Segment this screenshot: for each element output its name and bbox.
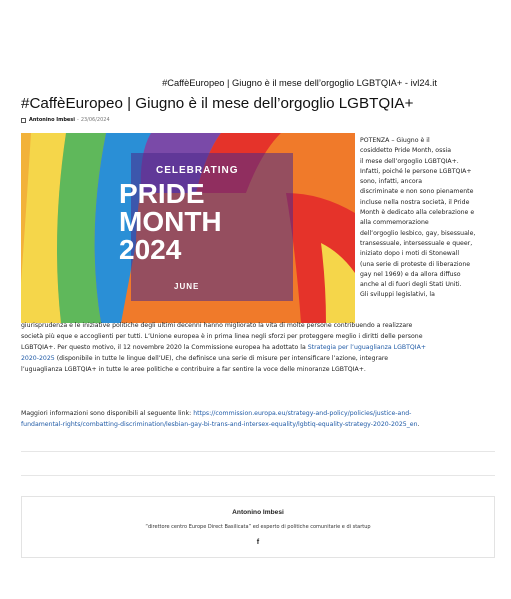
side-line: iniziato dopo i moti di Stonewall [360, 250, 460, 258]
side-line: incluse nella nostra società, il Pride [360, 198, 470, 206]
side-line: cosiddetto Pride Month, ossia [360, 147, 452, 155]
article-body-full [21, 321, 497, 376]
body-line: giurisprudenza e le iniziative politiche degli ultimi decenni hanno migliorato la vita di molte persone contribuendo a realizzare [21, 322, 413, 329]
side-line: Month è dedicato alla celebrazione e [360, 209, 475, 217]
facebook-icon[interactable]: f [256, 537, 260, 546]
body-line: l’uguaglianza LGBTQIA+ in tutte le aree politiche e contribuire a far sentire la voce delle minoranze LGBTQIA+. [21, 365, 366, 373]
author-box-bio: “direttore centro Europe Direct Basilicata” ed esperto di politiche comunitarie e di startup [145, 524, 371, 530]
info-line [21, 408, 499, 419]
side-line: Infatti, poiché le persone LGBTQIA+ [360, 167, 472, 175]
image-text-month: MONTH [119, 206, 222, 237]
side-line: gay nel 1969) e da allora diffuso [360, 270, 461, 278]
author-box [21, 496, 495, 558]
more-info-paragraph [21, 408, 499, 430]
article-author[interactable]: Antonino Imbesi [29, 117, 75, 123]
info-suffix: . [417, 421, 420, 428]
side-line: sono, infatti, ancora [360, 178, 423, 186]
image-text-june: JUNE [174, 282, 200, 291]
strategy-link-years[interactable]: 2020-2025 [21, 354, 55, 362]
side-line: alla commemorazione [360, 219, 429, 227]
article-meta [21, 117, 110, 123]
article-title: #CaffèEuropeo | Giugno è il mese dell’orgoglio LGBTQIA+ [21, 95, 414, 112]
article-date: 23/06/2024 [80, 117, 110, 123]
image-text-pride: PRIDE [119, 178, 205, 209]
info-line [21, 419, 499, 430]
info-prefix: Maggiori informazioni sono disponibili al seguente link: [21, 410, 194, 417]
user-icon [21, 118, 26, 123]
body-text: (disponibile in tutte le lingue dell’UE), che definisce una serie di misure per intensificare l’azione, integrare [54, 354, 389, 362]
side-line: discriminate e non sono pienamente [360, 188, 474, 196]
side-line: (una serie di proteste di liberazione [360, 260, 471, 268]
image-text-celebrating: CELEBRATING [156, 165, 239, 176]
article-body-side [360, 136, 497, 301]
body-line: società più eque e accoglienti per tutti. L’Unione europea è in prima linea negli sforzi per proteggere meglio i diritti delle persone [21, 332, 423, 340]
body-text: LGBTQIA+. Per questo motivo, il 12 novembre 2020 la Commissione europea ha adottato la [21, 343, 308, 351]
meta-separator: - [77, 117, 79, 123]
image-text-year: 2024 [119, 234, 182, 265]
featured-image [21, 133, 355, 323]
body-line [21, 343, 497, 354]
side-line: anche al di fuori degli Stati Uniti. [360, 281, 462, 289]
side-line: Gli sviluppi legislativi, la [360, 291, 435, 299]
strategy-link[interactable]: Strategia per l’uguaglianza LGBTQIA+ [307, 343, 427, 351]
commission-link[interactable]: https://commission.europa.eu/strategy-and-policy/policies/justice-and- [193, 410, 412, 417]
author-box-name[interactable]: Antonino Imbesi [232, 509, 284, 516]
site-header-title: #CaffèEuropeo | Giugno è il mese dell’orgoglio LGBTQIA+ - ivl24.it [162, 78, 437, 88]
commission-link-cont[interactable]: fundamental-rights/combatting-discrimination/lesbian-gay-bi-trans-and-intersex-equality/lgbtiq-equality-strategy-2020-2025_en [21, 421, 418, 428]
divider [21, 475, 495, 476]
side-line: dell’orgoglio lesbico, gay, bisessuale, [360, 229, 476, 237]
side-line: il mese dell’orgoglio LGBTQIA+. [360, 157, 459, 165]
side-line: POTENZA – Giugno è il [360, 137, 430, 144]
body-line [21, 354, 497, 365]
side-line: transessuale, intersessuale e queer, [360, 239, 473, 247]
divider [21, 451, 495, 452]
